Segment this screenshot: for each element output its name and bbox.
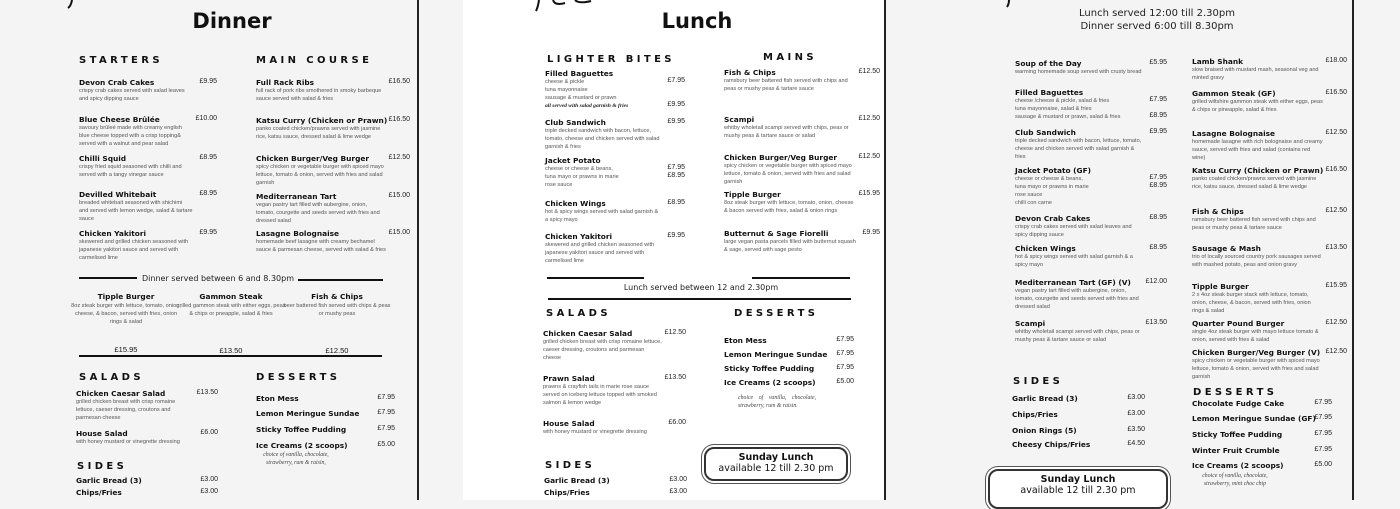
item-name: Jacket Potato (GF) [1015, 166, 1092, 175]
item-name: Ice Creams (2 scoops) [256, 441, 348, 450]
item-description: spicy chicken or vegetable burger with spiced mayo lettuce, tomato & onion, served with fries and salad garnish [724, 163, 852, 185]
sunday-lunch-title: Sunday Lunch [738, 452, 814, 463]
item-description: 2 x 4oz steak burger stack with lettuce, tomato, onion, cheese, & bacon, served with fries, onion rings & salad [1192, 292, 1311, 314]
item-name: Chicken Caesar Salad [76, 389, 166, 398]
item-name: Filled Baguettes [545, 69, 614, 78]
item-price: £9.95 [667, 118, 685, 125]
item-option-text: tuna mayonnaise [545, 87, 588, 93]
item-price: £9.95 [1149, 128, 1167, 135]
item-description: skewered and grilled chicken seasoned with japanese yakitori sauce and served with carmelised lime [545, 242, 655, 264]
item-option-text: sausage & mustard or prawn [545, 95, 617, 101]
item-price: £9.95 [199, 229, 217, 236]
item-name: Katsu Curry (Chicken or Prawn) [1192, 166, 1324, 175]
item-description: large vegan pasta parcels filled with butternut squash & sage, served with sage pesto [724, 239, 856, 253]
item-description: breaded whitebait seasoned with shichimi and served with lemon wedge, salad & tartare sauce [79, 200, 193, 222]
salads-heading: SALADS [79, 372, 144, 383]
item-price: £3.50 [1127, 426, 1145, 433]
item-price: £8.95 [1149, 214, 1167, 221]
item-price: £12.50 [858, 153, 880, 160]
item-price: £6.00 [200, 429, 218, 436]
item-name: Full Rack Ribs [256, 78, 315, 87]
dinner-served-note: Dinner served between 6 and 8.30pm [142, 274, 294, 283]
item-name: Chips/Fries [544, 488, 590, 497]
item-name: Chocolate Fudge Cake [1192, 399, 1285, 408]
item-price: £8.95 [199, 154, 217, 161]
ice-cream-note: choice of vanilla, chocolate, strawberry, rum & raisin. [738, 395, 816, 409]
menu-item [724, 378, 854, 387]
item-name: Lasagne Bolognaise [1192, 129, 1276, 138]
special-desc: beer battered fish served with chips & peas or mushy peas [283, 303, 391, 317]
item-description: grilled chicken breast with crisp romaine lettuce, caeser dressing, croutons and parmesan cheese [543, 339, 662, 361]
page-divider [884, 0, 886, 500]
item-price: £13.50 [1325, 244, 1347, 251]
item-price: £12.50 [1325, 319, 1347, 326]
item-price: £13.50 [196, 389, 218, 396]
desserts-list [256, 0, 395, 500]
item-name: Jacket Potato [545, 156, 601, 165]
item-name: Quarter Pound Burger [1192, 319, 1285, 328]
item-price: £6.00 [668, 419, 686, 426]
item-name: Chicken Burger/Veg Burger [256, 154, 370, 163]
item-name: Blue Cheese Brûlée [79, 115, 160, 124]
item-description: skewered and grilled chicken seasoned with japanese yakitori sauce and served with carmelised lime [79, 239, 189, 261]
special-desc: grilled gammon steak with either eggs, peas & chips or pneapple, salad & fries [176, 303, 286, 317]
special-name: Tipple Burger [97, 292, 155, 301]
item-name: Lemon Meringue Sundae [256, 409, 360, 418]
item-name: Ice Creams (2 scoops) [1192, 461, 1284, 470]
sides-heading: SIDES [1013, 376, 1064, 387]
lunch-served-note: Lunch served between 12 and 2.30pm [623, 283, 779, 292]
item-description: ramsbury beer battered fish served with chips and peas or mushy peas & tartare sauce [1192, 217, 1316, 231]
item-price: £8.95 [199, 190, 217, 197]
item-description: with honey mustard or vinegrette dressing [543, 429, 647, 435]
item-option-price: £9.95 [667, 101, 685, 108]
item-option-text: rose sauce [545, 182, 573, 188]
item-price: £7.95 [1314, 446, 1332, 453]
item-name: Club Sandwich [1015, 128, 1076, 137]
page-divider [417, 0, 419, 500]
menu-item [1192, 430, 1332, 439]
lunch-title: Lunch [661, 9, 733, 33]
item-price: £7.95 [1314, 430, 1332, 437]
menu-item [544, 476, 687, 485]
desserts-heading: DESSERTS [1193, 387, 1278, 398]
item-option-text: tuna mayo or prawns in marie [545, 174, 619, 180]
menu-item [76, 488, 218, 497]
item-name: Katsu Curry (Chicken or Prawn) [256, 116, 388, 125]
item-description: homemade beef lasagne with creamy bechamel sauce & parmesan cheese, served with salad & fries [256, 239, 386, 253]
item-option-text: cheese & pickle [545, 79, 585, 85]
special-price: £15.95 [114, 345, 138, 354]
item-price: £5.00 [1314, 461, 1332, 468]
item-name: Sticky Toffee Pudding [1192, 430, 1283, 439]
item-option-text: cheese or cheese & beans, [1015, 176, 1083, 182]
menu-item [1192, 399, 1332, 408]
item-price: £5.95 [1149, 59, 1167, 66]
item-name: Garlic Bread (3) [76, 476, 142, 485]
item-name: Chicken Yakitori [545, 232, 613, 241]
item-price: £10.00 [195, 115, 217, 122]
item-name: Cheesy Chips/Fries [1012, 440, 1091, 449]
item-name: Mediterranean Tart (GF) (V) [1015, 278, 1131, 287]
item-name: House Salad [76, 429, 128, 438]
main-course-heading: MAIN COURSE [256, 55, 373, 66]
item-price: £9.95 [667, 232, 685, 239]
menu-item [1192, 461, 1332, 470]
ice-cream-note: choice of vanilla, chocolate, strawberry, rum & raisin, [263, 452, 329, 466]
item-option-price: £7.95 [667, 164, 685, 171]
item-price: £8.95 [667, 199, 685, 206]
item-name: Club Sandwich [545, 118, 606, 127]
item-description: triple decked sandwich with bacon, lettuce, tomato, cheese and chicken served with salad garnish & fries [1015, 138, 1142, 160]
item-name: Gammon Steak (GF) [1192, 89, 1276, 98]
item-option-price: £7.95 [667, 77, 685, 84]
menu-item [256, 409, 395, 418]
sunday-lunch-banner [988, 469, 1168, 509]
item-price: £3.00 [200, 488, 218, 495]
item-description: whitby wholetail scampi served with chips, peas or mushy peas & tartare sauce or salad [1015, 329, 1140, 343]
special-name: Gammon Steak [199, 292, 263, 301]
special-name: Fish & Chips [311, 292, 363, 301]
item-price: £16.50 [1325, 166, 1347, 173]
item-price: £3.00 [200, 476, 218, 483]
salads-heading: SALADS [546, 308, 611, 319]
sunday-lunch-banner [704, 447, 848, 481]
sunday-lunch-hours: available 12 till 2.30 pm [718, 463, 834, 474]
menu-item [724, 350, 854, 359]
item-price: £3.00 [669, 488, 687, 495]
item-name: Devon Crab Cakes [79, 78, 155, 87]
item-price: £4.50 [1127, 440, 1145, 447]
item-price: £9.95 [199, 78, 217, 85]
lighter-bites-heading: LIGHTER BITES [547, 54, 675, 65]
item-option-text: chilli con carne [1015, 200, 1052, 206]
sides-list [544, 0, 687, 500]
menu-item [1012, 426, 1145, 435]
item-price: £18.00 [1325, 57, 1347, 64]
item-option-price: £8.95 [667, 172, 685, 179]
item-description: trio of locally sourced country pork sausages served with mashed potato, peas and onion gravy [1192, 254, 1321, 268]
desserts-list [724, 0, 854, 500]
item-name: Eton Mess [724, 336, 767, 345]
menu-item [1012, 394, 1145, 403]
item-name: Chicken Wings [1015, 244, 1076, 253]
item-description: warming homemade soup served with crusty bread [1015, 69, 1142, 75]
item-name: Chicken Yakitori [79, 229, 147, 238]
item-name: Lemon Meringue Sundae [724, 350, 828, 359]
menu-item [76, 476, 218, 485]
mains-heading: MAINS [763, 52, 817, 63]
sides-list [76, 0, 218, 500]
item-description: spicy chicken or vegetable burger with spiced mayo lettuce, tomato & onion, served with fries and salad garnish [256, 164, 384, 186]
item-option-text: tuna mayo or prawns in marie [1015, 184, 1089, 190]
item-name: Soup of the Day [1015, 59, 1082, 68]
menu-item [724, 336, 854, 345]
item-option-text: cheese or cheese & beans, [545, 166, 613, 172]
menu-item [256, 425, 395, 434]
item-price: £7.95 [836, 336, 854, 343]
lunch-hours: Lunch served 12:00 till 2.30pm [1079, 8, 1235, 19]
item-option-price: £7.95 [1149, 174, 1167, 181]
item-name: Sausage & Mash [1192, 244, 1261, 253]
item-price: £3.00 [1127, 394, 1145, 401]
item-name: Devilled Whitebait [79, 190, 157, 199]
item-name: Ice Creams (2 scoops) [724, 378, 816, 387]
item-price: £12.50 [858, 115, 880, 122]
item-name: Butternut & Sage Fiorelli [724, 229, 829, 238]
item-name: Prawn Salad [543, 374, 595, 383]
item-price: £5.00 [836, 378, 854, 385]
item-price: £12.50 [388, 154, 410, 161]
item-price: £12.50 [1325, 348, 1347, 355]
item-option-text: cheese /cheese & pickle, salad & fries [1015, 98, 1110, 104]
sides-heading: SIDES [545, 460, 596, 471]
item-name: Fish & Chips [1192, 207, 1244, 216]
item-name: Garlic Bread (3) [544, 476, 610, 485]
desserts-heading: DESSERTS [256, 372, 341, 383]
item-name: Tipple Burger [724, 190, 781, 199]
item-option-price: £8.95 [1149, 182, 1167, 189]
item-name: House Salad [543, 419, 595, 428]
item-price: £3.00 [669, 476, 687, 483]
sides-heading: SIDES [77, 461, 128, 472]
item-description: slow braised with mustard mash, seasonal veg and minted gravy [1192, 67, 1319, 81]
sunday-lunch-hours: available 12 till 2.30 pm [1020, 485, 1136, 496]
item-price: £16.50 [388, 116, 410, 123]
special-desc: 8oz steak burger with lettuce, tomato, onion, cheese, & bacon, served with fries, onion rings & salad [71, 303, 181, 325]
sunday-lunch-title: Sunday Lunch [1040, 474, 1116, 485]
item-price: £7.95 [1314, 414, 1332, 421]
item-description: panko coated chicken/prawns served with jasmine rice, katsu sauce, dressed salad & lime wedge [256, 126, 381, 140]
item-description: crispy crab cakes served with salad leaves and spicy dipping sauce [1015, 224, 1132, 238]
desserts-heading: DESSERTS [734, 308, 819, 319]
item-name: Eton Mess [256, 394, 299, 403]
item-name: Garlic Bread (3) [1012, 394, 1078, 403]
ice-cream-note: choice of vanilla, chocolate, strawberry, mint choc chip [1202, 473, 1268, 487]
dinner-hours: Dinner served 6:00 till 8.30pm [1080, 21, 1234, 32]
desserts-list [1192, 0, 1332, 500]
item-price: £7.95 [377, 394, 395, 401]
sides-list [1012, 0, 1145, 500]
item-price: £13.50 [1145, 319, 1167, 326]
item-price: £16.50 [388, 78, 410, 85]
menu-item [544, 488, 687, 497]
item-price: £7.95 [377, 409, 395, 416]
item-description: single 4oz steak burger with mayo lettuce tomato & onion, served with fries & salad [1192, 329, 1319, 343]
item-description: full rack of pork ribs smothered in smoky barbeque sauce served with salad & fries [256, 88, 382, 102]
item-name: Lemon Meringue Sundae (GF) [1192, 414, 1316, 423]
menu-item [1192, 446, 1332, 455]
item-price: £15.95 [1325, 282, 1347, 289]
item-description: homemade lasagne with rich bolognaise and creamy sauce, served with fries and salad (contains red wine) [1192, 139, 1323, 161]
menu-item [256, 394, 395, 403]
item-name: Chips/Fries [1012, 410, 1058, 419]
item-price: £12.50 [858, 68, 880, 75]
item-description: savoury brûleé made with creamy english blue cheese topped with a crisp topping& served with a walnut and pear salad [79, 125, 182, 147]
item-price: £7.95 [377, 425, 395, 432]
menu-item [724, 364, 854, 373]
item-name: Chicken Wings [545, 199, 606, 208]
item-price: £7.95 [836, 364, 854, 371]
item-description: grilled wiltshire gammon steak with either eggs, peas & chips or pineapple, salad & fries [1192, 99, 1323, 113]
item-name: Chilli Squid [79, 154, 127, 163]
item-price: £12.50 [1325, 129, 1347, 136]
item-option-text: sausage & mustard or prawn, salad & fries [1015, 114, 1121, 120]
item-name: Scampi [1015, 319, 1046, 328]
item-name: Onion Rings (5) [1012, 426, 1077, 435]
item-price: £12.00 [1145, 278, 1167, 285]
item-name: Sticky Toffee Pudding [724, 364, 815, 373]
item-price: £9.95 [862, 229, 880, 236]
item-price: £13.50 [664, 374, 686, 381]
item-name: Filled Baguettes [1015, 88, 1084, 97]
item-description: panko coated chicken/prawns served with jasmine rice, katsu sauce, dressed salad & lime wedge [1192, 176, 1317, 190]
item-option-text: all served with salad garnish & fries [545, 103, 629, 109]
item-description: 8oz steak burger with lettuce, tomato, onion, cheese & bacon served with fries, salad & onion rings [724, 200, 854, 214]
item-name: Sticky Toffee Pudding [256, 425, 347, 434]
item-description: crispy crab cakes served with salad leaves and spicy dipping sauce [79, 88, 185, 102]
item-description: prawns & crayfish tails in marie rose sauce served on iceberg lettuce topped with smoked salmon & lemon wedge [543, 384, 657, 406]
item-price: £3.00 [1127, 410, 1145, 417]
item-description: triple decked sandwich with bacon, lettuce, tomato, cheese and chicken served with salad garnish & fries [545, 128, 660, 150]
dinner-title: Dinner [192, 9, 272, 33]
item-description: ramsbury beer battered fish served with chips and peas or mushy peas & tartare sauce [724, 78, 848, 92]
item-name: Fish & Chips [724, 68, 776, 77]
item-price: £5.00 [377, 441, 395, 448]
menu-item [1012, 410, 1145, 419]
item-description: hot & spicy wings served with salad garnish & a spicy mayo [1015, 254, 1133, 268]
page-divider [1352, 0, 1354, 500]
item-description: hot & spicy wings served with salad garnish & a spicy mayo [545, 209, 659, 223]
item-name: Devon Crab Cakes [1015, 214, 1091, 223]
menu-item [1192, 414, 1332, 423]
item-price: £12.50 [664, 329, 686, 336]
item-price: £15.95 [858, 190, 880, 197]
menu-item [256, 441, 395, 450]
item-name: Scampi [724, 115, 755, 124]
starters-heading: STARTERS [79, 55, 163, 66]
item-option-price: £7.95 [1149, 96, 1167, 103]
item-name: Winter Fruit Crumble [1192, 446, 1280, 455]
item-price: £12.50 [1325, 207, 1347, 214]
item-price: £8.95 [1149, 244, 1167, 251]
item-description: with honey mustard or vinegrette dressing [76, 439, 180, 445]
item-price: £15.00 [388, 229, 410, 236]
item-option-text: tuna mayonnaise, salad & fries [1015, 106, 1092, 112]
item-price: £7.95 [1314, 399, 1332, 406]
item-name: Tipple Burger [1192, 282, 1249, 291]
item-option-price: £8.95 [1149, 112, 1167, 119]
item-price: £15.00 [388, 192, 410, 199]
item-name: Chicken Caesar Salad [543, 329, 633, 338]
item-name: Mediterranean Tart [256, 192, 337, 201]
item-description: vegan pastry tart filled with aubergine, onion, tomato, courgette and seeds served with fries and dressed salad [1015, 288, 1139, 310]
item-description: grilled chicken breast with crisp romaine lettuce, caeser dressing, croutons and parmesan cheese [76, 399, 176, 421]
item-name: Lasagne Bolognaise [256, 229, 340, 238]
item-description: vegan pastry tart filled with aubergine, onion, tomato, courgette and seeds served with fries and dressed salad [256, 202, 380, 224]
item-price: £7.95 [836, 350, 854, 357]
item-option-text: rose sauce [1015, 192, 1043, 198]
item-name: Chips/Fries [76, 488, 122, 497]
special-price: £13.50 [219, 346, 243, 355]
item-description: spicy chicken or vegetable burger with spiced mayo lettuce, tomato & onion, served with fries and salad garnish [1192, 358, 1320, 380]
item-description: crispy fried squid seasoned with chilli and served with a tangy vinegar sauce [79, 164, 182, 178]
item-name: Chicken Burger/Veg Burger [724, 153, 838, 162]
item-description: whitby wholetail scampi served with chips, peas or mushy peas & tartare sauce or salad [724, 125, 849, 139]
menu-item [1012, 440, 1145, 449]
item-price: £16.50 [1325, 89, 1347, 96]
special-price: £12.50 [325, 346, 349, 355]
item-name: Chicken Burger/Veg Burger (V) [1192, 348, 1321, 357]
item-name: Lamb Shank [1192, 57, 1244, 66]
